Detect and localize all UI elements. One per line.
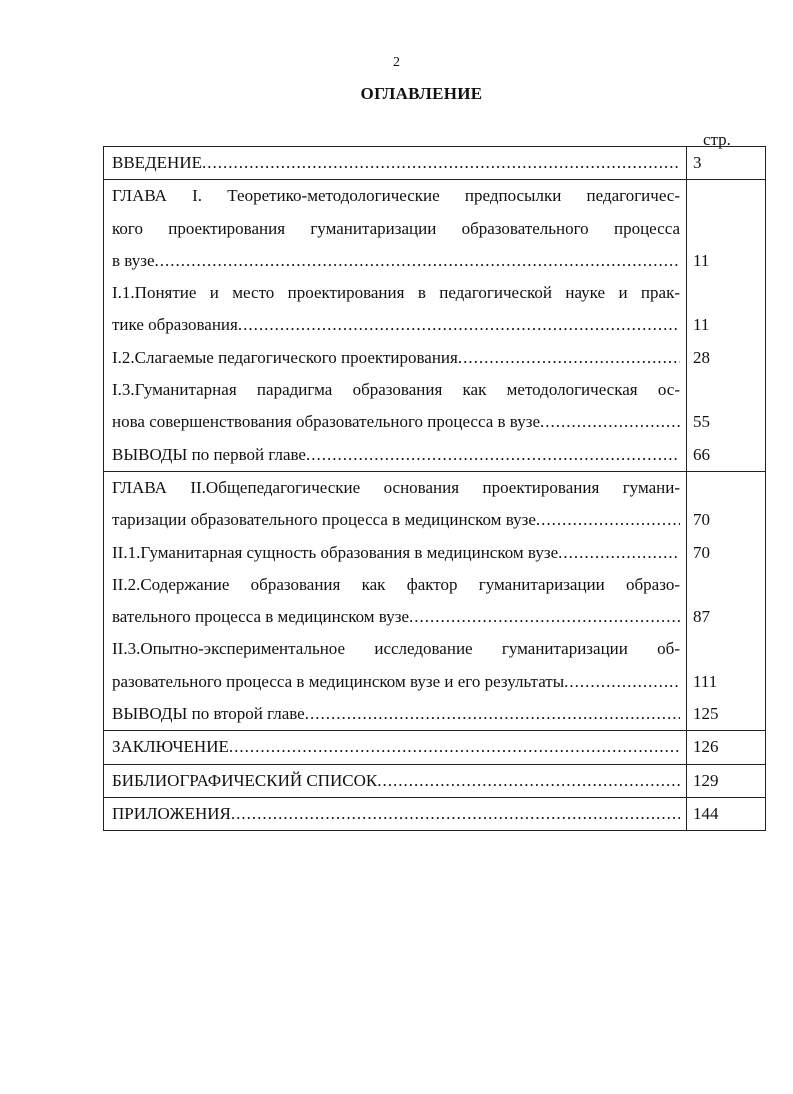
- toc-entry-line: [112, 698, 680, 730]
- toc-entry-title: БИБЛИОГРАФИЧЕСКИЙ СПИСОК: [112, 770, 378, 790]
- toc-entry-title: I.1.Понятие и место проектирования в педагогической науке и прак-: [112, 283, 680, 303]
- toc-entry-title: II.1.Гуманитарная сущность образования в медицинском вузе: [112, 542, 559, 562]
- toc-entry-title: ЗАКЛЮЧЕНИЕ: [112, 737, 229, 757]
- toc-entry-title: ВЫВОДЫ по первой главе: [112, 444, 306, 464]
- toc-entry-line: [112, 309, 680, 341]
- toc-entry-line: [112, 439, 680, 471]
- toc-page-number: 125: [693, 704, 719, 724]
- toc-section: [104, 797, 766, 830]
- table-of-contents: [103, 146, 766, 831]
- toc-page-number: 3: [693, 153, 702, 172]
- toc-page-cell: [687, 180, 766, 472]
- page-column-label: стр.: [703, 130, 731, 149]
- toc-page-number: [693, 180, 765, 212]
- toc-entry-title: в вузе: [112, 250, 155, 270]
- toc-page-number: 70: [693, 510, 710, 530]
- toc-entry-title: ГЛАВА II.Общепедагогические основания проектирования гумани-: [112, 477, 680, 497]
- dot-leader: [564, 666, 680, 698]
- toc-page-number: 126: [693, 737, 719, 757]
- dot-leader: [458, 342, 680, 374]
- toc-section: [104, 471, 766, 730]
- dot-leader: [540, 406, 680, 438]
- toc-entry-line: [112, 245, 680, 277]
- toc-page-number: 28: [693, 347, 710, 367]
- toc-page-cell: [687, 797, 766, 830]
- toc-section: [104, 731, 766, 764]
- toc-entry-title: ВВЕДЕНИЕ: [112, 153, 202, 172]
- toc-entry-line: [112, 504, 680, 536]
- dot-leader: [238, 309, 680, 341]
- toc-page-cell: [687, 731, 766, 764]
- toc-entry-text-cell: [104, 731, 687, 764]
- page-number: 2: [393, 55, 400, 70]
- toc-page-number: 111: [693, 671, 718, 691]
- toc-page-number: [693, 374, 765, 406]
- toc-page-number: 144: [693, 803, 719, 823]
- dot-leader: [377, 765, 680, 797]
- toc-entry-text-cell: [104, 147, 687, 180]
- toc-entry-title: нова совершенствования образовательного процесса в вузе: [112, 412, 541, 432]
- toc-entry-line: [112, 147, 680, 179]
- toc-page-number: [693, 472, 765, 504]
- toc-entry-title: разовательного процесса в медицинском вузе и его результаты: [112, 671, 565, 691]
- page-title: ОГЛАВЛЕНИЕ: [360, 84, 483, 103]
- toc-page-number: [693, 569, 765, 601]
- toc-page-number: 11: [693, 315, 710, 335]
- toc-entry-text-cell: [104, 764, 687, 797]
- toc-page-number: 70: [693, 542, 710, 562]
- toc-page-number: 129: [693, 770, 719, 790]
- dot-leader: [229, 731, 680, 763]
- dot-leader: [154, 245, 680, 277]
- toc-entry-line: [112, 798, 680, 830]
- toc-entry-text-cell: [104, 180, 687, 472]
- toc-entry-line: [112, 342, 680, 374]
- toc-entry-line: [112, 731, 680, 763]
- dot-leader: [202, 147, 680, 179]
- dot-leader: [305, 698, 680, 730]
- toc-section: [104, 180, 766, 472]
- toc-entry-text-cell: [104, 471, 687, 730]
- toc-section: [104, 764, 766, 797]
- toc-entry-line: [112, 765, 680, 797]
- toc-entry-title: I.3.Гуманитарная парадигма образования как методологическая ос-: [112, 380, 680, 400]
- dot-leader: [558, 537, 680, 569]
- dot-leader: [409, 601, 680, 633]
- toc-entry-title: ГЛАВА I. Теоретико-методологические предпосылки педагогичес-: [112, 186, 680, 206]
- toc-page-number: 55: [693, 412, 710, 432]
- toc-entry-line: [112, 537, 680, 569]
- toc-page-number: 66: [693, 444, 710, 464]
- toc-entry-line: [112, 406, 680, 438]
- toc-entry-title: кого проектирования гуманитаризации образовательного процесса: [112, 218, 680, 238]
- toc-entry-line: [112, 666, 680, 698]
- toc-entry-text-cell: [104, 797, 687, 830]
- dot-leader: [536, 504, 680, 536]
- toc-page-number: [693, 213, 765, 245]
- dot-leader: [231, 798, 680, 830]
- toc-entry-title: ВЫВОДЫ по второй главе: [112, 704, 305, 724]
- toc-page-cell: [687, 147, 766, 180]
- toc-entry-title: таризации образовательного процесса в медицинском вузе: [112, 510, 536, 530]
- toc-page-number: 87: [693, 607, 710, 627]
- toc-entry-title: II.2.Содержание образования как фактор гуманитаризации образо-: [112, 574, 680, 594]
- toc-page-number: [693, 277, 765, 309]
- toc-entry-line: [112, 601, 680, 633]
- toc-page-cell: [687, 764, 766, 797]
- toc-page-cell: [687, 471, 766, 730]
- toc-entry-title: тике образования: [112, 315, 238, 335]
- toc-page-number: 11: [693, 250, 710, 270]
- dot-leader: [306, 439, 680, 471]
- toc-page-number: [693, 633, 765, 665]
- toc-entry-title: I.2.Слагаемые педагогического проектирования: [112, 347, 458, 367]
- toc-entry-title: вательного процесса в медицинском вузе: [112, 607, 410, 627]
- toc-entry-title: ПРИЛОЖЕНИЯ: [112, 803, 231, 823]
- toc-section: [104, 147, 766, 180]
- toc-entry-title: II.3.Опытно-экспериментальное исследование гуманитаризации об-: [112, 639, 680, 659]
